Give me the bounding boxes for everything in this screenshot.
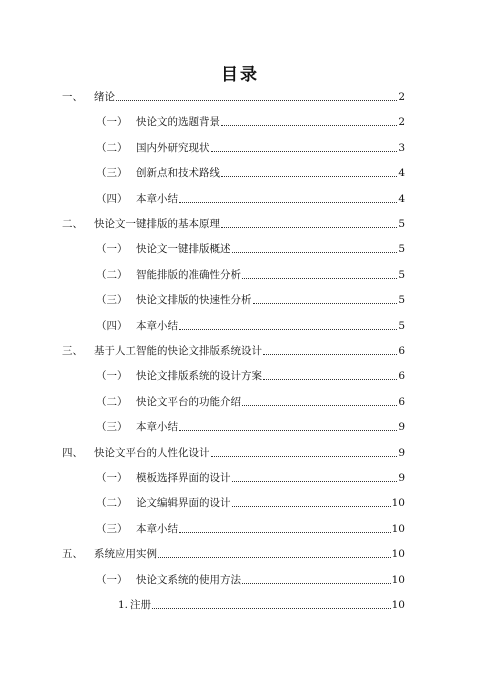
toc-entry-text: 快论文系统的使用方法 xyxy=(136,573,241,586)
toc-entry-page-number: 10 xyxy=(391,599,405,611)
toc-dot-leader xyxy=(211,151,398,152)
toc-entry-text: 系统应用实例 xyxy=(94,548,157,561)
toc-entry-page-number: 9 xyxy=(398,421,405,434)
toc-entry[interactable] xyxy=(96,365,405,383)
toc-entry-page-number: 4 xyxy=(398,167,405,180)
toc-entry-number: 二、 xyxy=(62,218,83,230)
toc-entry-page-number: 2 xyxy=(398,116,405,129)
toc-dot-leader xyxy=(263,354,397,355)
toc-entry-text: 国内外研究现状 xyxy=(136,141,210,154)
toc-entry-page-number: 5 xyxy=(398,243,405,256)
toc-entry-number: （二） xyxy=(96,497,128,510)
toc-entry-page-number: 6 xyxy=(398,370,405,383)
toc-entry-text: 绪论 xyxy=(94,91,115,103)
toc-entry-text: 快论文一键排版的基本原理 xyxy=(94,218,220,230)
toc-entry-page-number: 10 xyxy=(391,497,405,510)
toc-entry-number: （一） xyxy=(96,573,128,586)
toc-dot-leader xyxy=(221,125,397,126)
toc-entry[interactable] xyxy=(62,340,405,358)
toc-entry-number: 1. xyxy=(118,599,129,611)
toc-entry-number: （一） xyxy=(96,370,128,383)
toc-entry-number: （三） xyxy=(96,294,128,307)
toc-entry-text: 快论文平台的功能介绍 xyxy=(136,395,241,408)
toc-entry[interactable] xyxy=(96,569,405,587)
toc-entry[interactable] xyxy=(96,467,405,485)
toc-entry-page-number: 9 xyxy=(398,446,405,459)
toc-entry-text: 快论文一键排版概述 xyxy=(136,243,231,256)
toc-entry-number: 三、 xyxy=(62,345,83,357)
toc-entry-page-number: 2 xyxy=(398,91,405,103)
toc-entry-number: （二） xyxy=(96,268,128,281)
toc-dot-leader xyxy=(179,532,391,533)
toc-dot-leader xyxy=(232,481,398,482)
toc-entry-number: （一） xyxy=(96,116,128,129)
toc-entry[interactable] xyxy=(96,391,405,409)
toc-entry-number: （三） xyxy=(96,167,128,180)
toc-entry[interactable] xyxy=(96,315,405,333)
toc-entry-text: 快论文的选题背景 xyxy=(136,116,220,129)
toc-entry-number: （二） xyxy=(96,395,128,408)
toc-entry-text: 智能排版的准确性分析 xyxy=(136,268,241,281)
toc-entry-number: （四） xyxy=(96,192,128,205)
toc-entry-page-number: 6 xyxy=(398,345,405,357)
toc-entry-text: 本章小结 xyxy=(136,522,178,535)
toc-entry-page-number: 5 xyxy=(398,294,405,307)
toc-entry[interactable] xyxy=(62,442,405,460)
toc-entry-text: 注册 xyxy=(130,599,151,611)
toc-entry[interactable] xyxy=(96,518,405,536)
toc-entry-number: （一） xyxy=(96,472,128,484)
toc-entry[interactable] xyxy=(96,188,405,206)
toc-dot-leader xyxy=(242,583,391,584)
toc-entry[interactable] xyxy=(96,416,405,434)
toc-dot-leader xyxy=(158,557,391,558)
toc-dot-leader xyxy=(221,227,397,228)
toc-entry-number: （四） xyxy=(96,319,128,332)
toc-dot-leader xyxy=(242,278,397,279)
toc-entry-number: （一） xyxy=(96,243,128,256)
toc-entry-page-number: 5 xyxy=(398,319,405,332)
toc-entry-text: 基于人工智能的快论文排版系统设计 xyxy=(94,345,262,357)
toc-entry[interactable] xyxy=(96,264,405,282)
toc-dot-leader xyxy=(263,379,397,380)
toc-entry-text: 快论文平台的人性化设计 xyxy=(94,446,210,459)
toc-entry-number: 四、 xyxy=(62,446,83,459)
toc-entry[interactable] xyxy=(62,543,405,561)
toc-entry-number: （二） xyxy=(96,141,128,154)
toc-entry-text: 快论文排版的快速性分析 xyxy=(136,294,252,307)
toc-dot-leader xyxy=(232,506,391,507)
toc-title: 目录 xyxy=(221,65,259,85)
toc-entry-text: 论文编辑界面的设计 xyxy=(136,497,231,510)
toc-dot-leader xyxy=(242,405,397,406)
toc-dot-leader xyxy=(179,430,397,431)
toc-entry-page-number: 5 xyxy=(398,218,405,230)
toc-entry[interactable] xyxy=(96,238,405,256)
toc-dot-leader xyxy=(179,202,397,203)
toc-entry-text: 本章小结 xyxy=(136,421,178,434)
toc-entry-text: 本章小结 xyxy=(136,319,178,332)
toc-entry-page-number: 3 xyxy=(398,141,405,154)
toc-dot-leader xyxy=(211,456,398,457)
toc-entry-page-number: 10 xyxy=(391,522,405,535)
toc-entry-text: 创新点和技术路线 xyxy=(136,167,220,180)
toc-entry-number: （三） xyxy=(96,522,128,535)
toc-entry[interactable] xyxy=(96,137,405,155)
toc-entry-page-number: 10 xyxy=(391,573,405,586)
toc-entry[interactable] xyxy=(96,289,405,307)
toc-entry-page-number: 6 xyxy=(398,395,405,408)
toc-entry[interactable] xyxy=(96,492,405,510)
toc-entry-page-number: 5 xyxy=(398,268,405,281)
toc-entry-page-number: 10 xyxy=(391,548,405,561)
toc-entry[interactable] xyxy=(96,111,405,129)
toc-dot-leader xyxy=(116,100,397,101)
toc-entry-page-number: 4 xyxy=(398,192,405,205)
toc-entry[interactable] xyxy=(118,594,405,612)
toc-entry-number: （三） xyxy=(96,421,128,434)
toc-entry-number: 一、 xyxy=(62,91,83,103)
toc-entry-text: 本章小结 xyxy=(136,192,178,205)
toc-entry[interactable] xyxy=(62,86,405,104)
toc-entry[interactable] xyxy=(62,213,405,231)
toc-dot-leader xyxy=(221,176,397,177)
toc-dot-leader xyxy=(253,303,398,304)
toc-dot-leader xyxy=(232,252,398,253)
toc-dot-leader xyxy=(152,608,391,609)
toc-entry-text: 快论文排版系统的设计方案 xyxy=(136,370,262,383)
toc-dot-leader xyxy=(179,329,397,330)
toc-entry-page-number: 9 xyxy=(398,472,405,484)
toc-entry-number: 五、 xyxy=(62,548,83,561)
toc-entry-text: 模板选择界面的设计 xyxy=(136,472,231,484)
toc-entry[interactable] xyxy=(96,162,405,180)
